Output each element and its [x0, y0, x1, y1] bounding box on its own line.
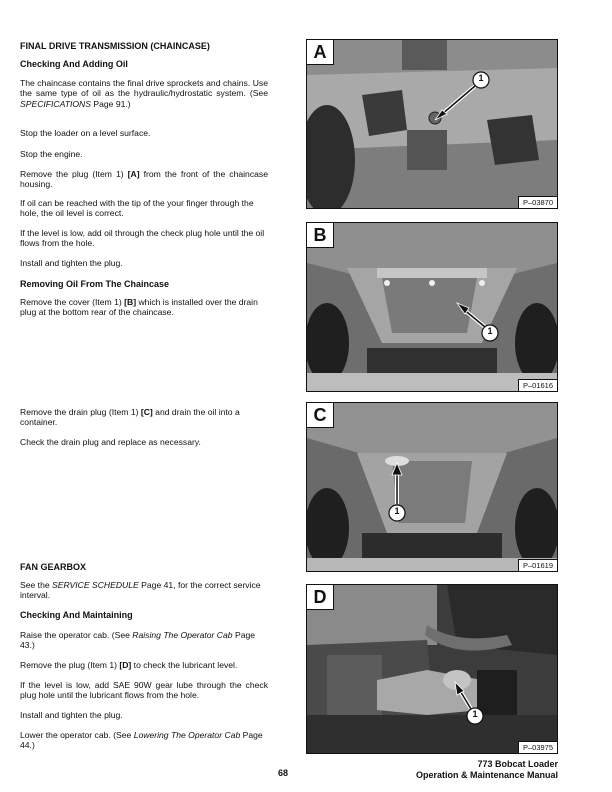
figure-b-label: B: [307, 223, 334, 248]
paragraph-add-oil: If the level is low, add oil through the check plug hole until the oil flows from the hole.: [20, 228, 265, 249]
figure-b-callout-arrow: [307, 223, 557, 391]
paragraph-install-plug: Install and tighten the plug.: [20, 258, 123, 268]
paragraph-check-drain-plug: Check the drain plug and replace as necessary.: [20, 437, 201, 447]
figure-a: [306, 39, 558, 209]
section-title-chaincase: FINAL DRIVE TRANSMISSION (CHAINCASE): [20, 41, 210, 51]
figure-a-callout-number: 1: [478, 73, 484, 83]
paragraph-service-interval: See the SERVICE SCHEDULE Page 41, for the correct service interval.: [20, 580, 261, 601]
figure-b-callout-number: 1: [487, 326, 493, 336]
section-title-fan-gearbox: FAN GEARBOX: [20, 562, 87, 572]
paragraph-install-plug-2: Install and tighten the plug.: [20, 710, 123, 720]
figure-b-code: P–01616: [518, 379, 557, 391]
paragraph-remove-cover-b: Remove the cover (Item 1) [B] which is installed over the drain plug at the bottom rear of the chaincase.: [20, 297, 258, 318]
figure-d: [306, 584, 558, 754]
figure-a-callout-arrow: [307, 40, 557, 208]
subheading-checking-maintaining: Checking And Maintaining: [20, 610, 133, 620]
paragraph-level-surface: Stop the loader on a level surface.: [20, 128, 151, 138]
paragraph-remove-drain-plug-c: Remove the drain plug (Item 1) [C] and drain the oil into a container.: [20, 407, 240, 428]
figure-c-code: P–01619: [518, 559, 557, 571]
paragraph-remove-plug-a: Remove the plug (Item 1) [A] from the front of the chaincase housing.: [20, 169, 268, 190]
footer-line-2: Operation & Maintenance Manual: [415, 770, 558, 780]
page-number: 68: [278, 768, 289, 778]
figure-c-callout-arrow: [307, 403, 557, 571]
footer-line-1: 773 Bobcat Loader: [477, 759, 558, 769]
figure-b: [306, 222, 558, 392]
paragraph-chaincase-intro: The chaincase contains the final drive sprockets and chains. Use the same type of oil as the hydraulic/hydrostatic system. (See SPECIFICATIONS Page 91.): [20, 78, 268, 109]
paragraph-remove-plug-d: Remove the plug (Item 1) [D] to check the lubricant level.: [20, 660, 238, 670]
figure-c: [306, 402, 558, 572]
paragraph-lower-cab: Lower the operator cab. (See Lowering The Operator Cab Page 44.): [20, 730, 263, 751]
figure-d-code: P–03975: [518, 741, 557, 753]
subheading-checking-adding-oil: Checking And Adding Oil: [20, 59, 128, 69]
paragraph-stop-engine: Stop the engine.: [20, 149, 83, 159]
figure-a-code: P–03870: [518, 196, 557, 208]
figure-a-label: A: [307, 40, 334, 65]
footer-manual-title: [416, 759, 558, 781]
figure-d-callout-arrow: [307, 585, 557, 753]
paragraph-add-gear-lube: If the level is low, add SAE 90W gear lube through the check plug hole until the lubricant flows from the hole.: [20, 680, 268, 701]
subheading-removing-oil: Removing Oil From The Chaincase: [20, 279, 170, 289]
figure-c-label: C: [307, 403, 334, 428]
figure-d-label: D: [307, 585, 334, 610]
paragraph-oil-level-correct: If oil can be reached with the tip of the your finger through the hole, the oil level is correct.: [20, 198, 254, 219]
paragraph-raise-cab: Raise the operator cab. (See Raising The Operator Cab Page 43.): [20, 630, 256, 651]
figure-d-callout-number: 1: [472, 709, 478, 719]
figure-c-callout-number: 1: [394, 506, 400, 516]
